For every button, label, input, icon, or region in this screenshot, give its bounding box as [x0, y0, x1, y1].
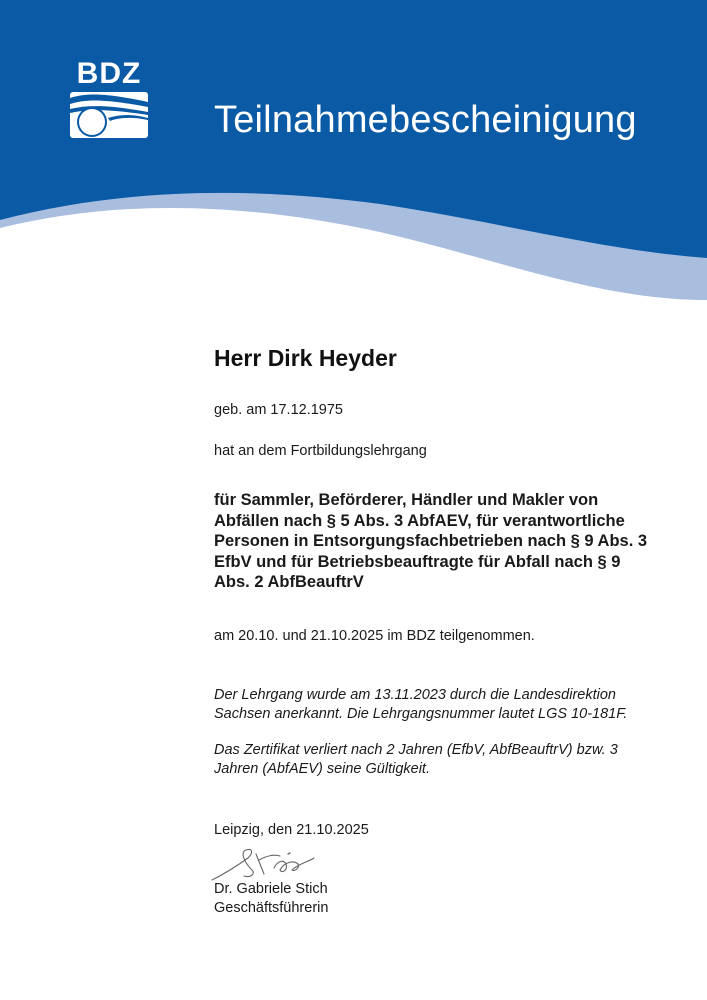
- recognition-note: Der Lehrgang wurde am 13.11.2023 durch die Landesdirektion Sachsen anerkannt. Die Lehrgangsnummer lautet LGS 10-181F.: [214, 686, 628, 722]
- course-title: für Sammler, Beförderer, Händler und Makler von Abfällen nach § 5 Abs. 3 AbfAEV, für verantwortliche Personen in Entsorgungsfachbetrieben nach § 9 Abs. 3 EfbV und für Betriebsbeauftragte für Abfall nach § 9 Abs. 2 AbfBeauftrV: [214, 491, 648, 591]
- attendance-text: am 20.10. und 21.10.2025 im BDZ teilgenommen.: [214, 627, 535, 644]
- bdz-logo: [70, 57, 148, 138]
- header-wave-graphic: [0, 0, 707, 310]
- signer-name: Dr. Gabriele Stich: [214, 880, 328, 897]
- page-title: Teilnahmebescheinigung: [214, 99, 637, 141]
- birth-date: geb. am 17.12.1975: [214, 402, 343, 418]
- validity-note: Das Zertifikat verliert nach 2 Jahren (EfbV, AbfBeauftrV) bzw. 3 Jahren (AbfAEV) seine Gültigkeit.: [214, 741, 618, 777]
- intro-text: hat an dem Fortbildungslehrgang: [214, 443, 427, 459]
- signature-graphic: [204, 840, 334, 884]
- logo-text: BDZ: [76, 57, 142, 90]
- header-banner: [0, 0, 707, 310]
- place-date: Leipzig, den 21.10.2025: [214, 821, 369, 838]
- logo-mark-icon: [70, 92, 148, 138]
- participant-name: Herr Dirk Heyder: [214, 345, 397, 371]
- certificate-body: [214, 342, 654, 918]
- signature: [204, 840, 334, 884]
- signer-title: Geschäftsführerin: [214, 899, 329, 916]
